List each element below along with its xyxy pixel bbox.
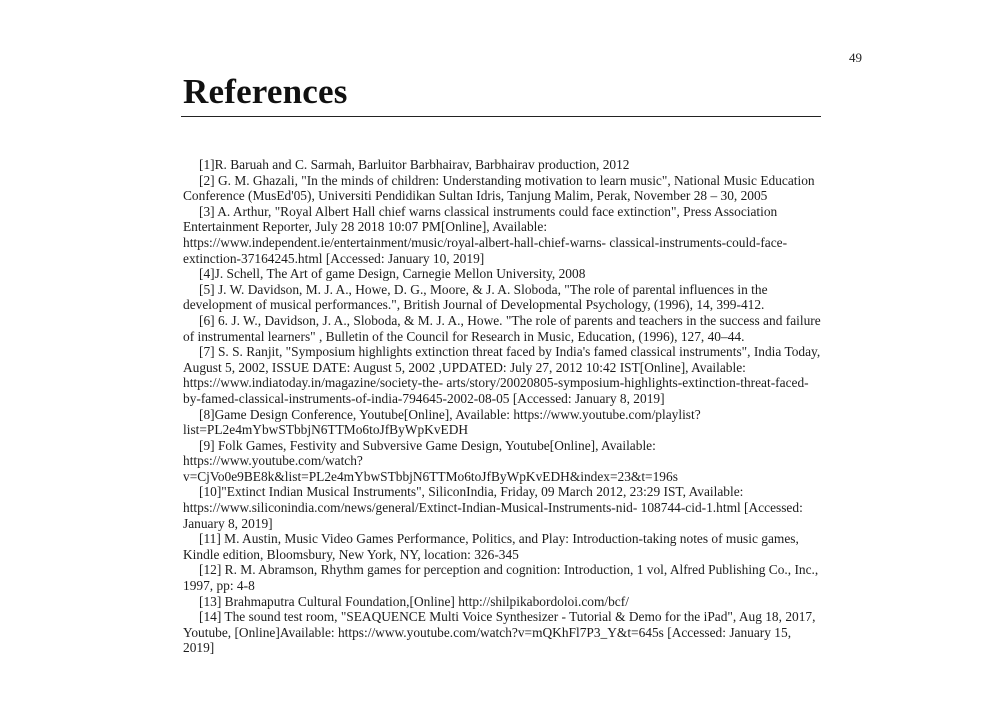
reference-item: [3] A. Arthur, "Royal Albert Hall chief warns classical instruments could face extinction", Press Association Entertainment Reporter, July 28 2018 10:07 PM[Online], Available: https://www.independent.ie/entertainment/music/royal-albert-hall-chief-warns- classical-instruments-could-face-extinction-37164245.html [Accessed: January 10, 2019]	[183, 203, 788, 266]
reference-item: [10]"Extinct Indian Musical Instruments", SiliconIndia, Friday, 09 March 2012, 23:29 IST, Available: https://www.siliconindia.com/news/general/Extinct-Indian-Musical-Instruments-nid- 108744-cid-1.html [Accessed: January 8, 2019]	[183, 484, 803, 531]
reference-item: [2] G. M. Ghazali, "In the minds of children: Understanding motivation to learn music", National Music Education Conference (MusEd'05), Universiti Pendidikan Sultan Idris, Tanjung Malim, Perak, November 28 – 30, 2005	[183, 172, 815, 204]
reference-item: [12] R. M. Abramson, Rhythm games for perception and cognition: Introduction, 1 vol, Alfred Publishing Co., Inc., 1997, pp: 4-8	[183, 562, 819, 594]
reference-item: [8]Game Design Conference, Youtube[Online], Available: https://www.youtube.com/playlist?list=PL2e4mYbwSTbbjN6TTMo6toJfByWpKvEDH	[183, 406, 701, 438]
reference-item: [5] J. W. Davidson, M. J. A., Howe, D. G., Moore, & J. A. Sloboda, "The role of parental influences in the development of musical performances.", British Journal of Developmental Psychology, (1996), 14, 399-412.	[183, 281, 768, 313]
reference-item: [6] 6. J. W., Davidson, J. A., Sloboda, & M. J. A., Howe. "The role of parents and teachers in the success and failure of instrumental learners" , Bulletin of the Council for Research in Music, Education, (1996), 127, 40–44.	[183, 312, 821, 344]
reference-item: [14] The sound test room, "SEAQUENCE Multi Voice Synthesizer - Tutorial & Demo for the iPad", Aug 18, 2017, Youtube, [Online]Available: https://www.youtube.com/watch?v=mQKhFl7P3_Y&t=645s [Accessed: January 15, 2019]	[183, 609, 816, 656]
reference-list	[183, 157, 823, 656]
reference-item: [4]J. Schell, The Art of game Design, Carnegie Mellon University, 2008	[199, 266, 586, 282]
page-number: 49	[849, 50, 862, 65]
reference-item: [1]R. Baruah and C. Sarmah, Barluitor Barbhairav, Barbhairav production, 2012	[199, 157, 630, 172]
reference-item: [9] Folk Games, Festivity and Subversive Game Design, Youtube[Online], Available: https://www.youtube.com/watch?v=CjVo0e9BE8k&list=PL2e4mYbwSTbbjN6TTMo6toJfByWpKvEDH&index=23&t=196s	[183, 437, 678, 484]
reference-item: [13] Brahmaputra Cultural Foundation,[Online] http://shilpikabordoloi.com/bcf/	[199, 593, 629, 609]
page-title: References	[183, 72, 348, 111]
reference-item: [7] S. S. Ranjit, "Symposium highlights extinction threat faced by India's famed classical instruments", India Today, August 5, 2002, ISSUE DATE: August 5, 2002 ,UPDATED: July 27, 2012 10:42 IST[Online], Available: https://www.indiatoday.in/magazine/society-the- arts/story/20020805-symposium-highlights-extinction-threat-faced-by-famed-classical-instruments-of-india-794645-2002-08-05 [Accessed: January 8, 2019]	[183, 344, 821, 406]
reference-item: [11] M. Austin, Music Video Games Performance, Politics, and Play: Introduction-taking notes of music games, Kindle edition, Bloomsbury, New York, NY, location: 326-345	[183, 531, 799, 562]
title-underline	[181, 116, 821, 117]
